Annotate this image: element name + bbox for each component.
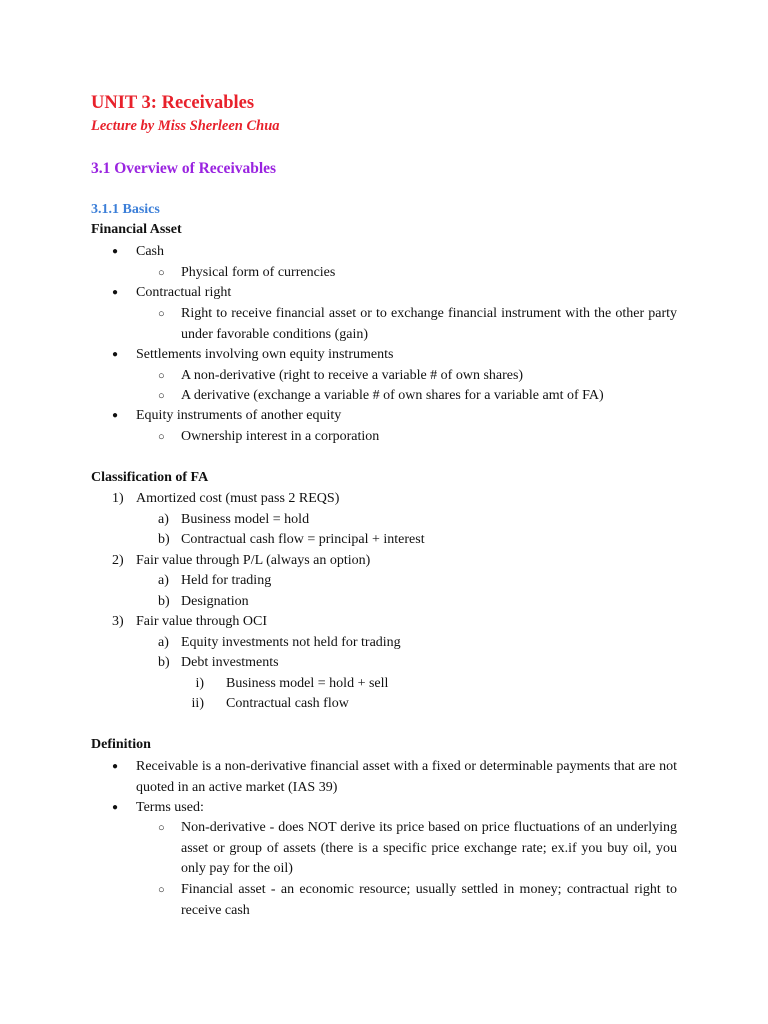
list-marker: a) <box>158 512 169 527</box>
fa-sub-settlements-1: A derivative (exchange a variable # of own shares for a variable amt of FA) <box>181 388 604 403</box>
bullet-marker: ● <box>112 287 119 298</box>
fa-sub-cash-0: Physical form of currencies <box>181 265 336 280</box>
bullet-marker: ● <box>112 761 119 772</box>
fa-item-settlements: Settlements involving own equity instruments <box>136 347 394 362</box>
unit-title: UNIT 3: Receivables <box>91 93 255 113</box>
fa-item-equity-instruments: Equity instruments of another equity <box>136 408 342 423</box>
definition-term-financial-asset: Financial asset - an economic resource; usually settled in money; contractual right to receive cash <box>181 882 677 918</box>
fa-sub-contractual-right-0: Right to receive financial asset or to exchange financial instrument with the other party under favorable conditions (gain) <box>181 306 677 342</box>
class-item-3: Fair value through OCI <box>136 614 268 629</box>
definition-term-non-derivative: Non-derivative - does NOT derive its price based on price fluctuations of an underlying asset or group of assets (there is a specific price exchange rate; ex.if you buy oil, you only pay for the oil) <box>181 820 677 876</box>
list-marker: 3) <box>112 614 124 629</box>
class-item-2-sub-b: Designation <box>181 594 249 609</box>
class-item-3-subsub-i: Business model = hold + sell <box>226 676 389 691</box>
fa-sub-settlements-0: A non-derivative (right to receive a variable # of own shares) <box>181 368 524 383</box>
list-marker: ii) <box>191 696 204 711</box>
circle-marker: ○ <box>158 370 165 382</box>
class-item-2: Fair value through P/L (always an option) <box>136 553 371 568</box>
definition-item-1: Terms used: <box>136 800 204 815</box>
list-marker: b) <box>158 532 170 547</box>
list-marker: 2) <box>112 553 124 568</box>
circle-marker: ○ <box>158 431 165 443</box>
circle-marker: ○ <box>158 390 165 402</box>
class-item-3-sub-a: Equity investments not held for trading <box>181 635 401 650</box>
list-marker: i) <box>195 676 204 691</box>
subsection-title: 3.1.1 Basics <box>91 202 160 217</box>
circle-marker: ○ <box>158 822 165 834</box>
bullet-marker: ● <box>112 246 119 257</box>
list-marker: a) <box>158 635 169 650</box>
definition-heading: Definition <box>91 737 151 752</box>
circle-marker: ○ <box>158 308 165 320</box>
class-item-1-sub-b: Contractual cash flow = principal + interest <box>181 532 425 547</box>
bullet-marker: ● <box>112 802 119 813</box>
bullet-marker: ● <box>112 349 119 360</box>
fa-sub-equity-instruments-0: Ownership interest in a corporation <box>181 429 380 444</box>
class-item-3-subsub-ii: Contractual cash flow <box>226 696 349 711</box>
class-item-1-sub-a: Business model = hold <box>181 512 310 527</box>
classification-heading: Classification of FA <box>91 470 209 485</box>
lecturer-line: Lecture by Miss Sherleen Chua <box>91 118 280 134</box>
list-marker: b) <box>158 594 170 609</box>
bullet-marker: ● <box>112 410 119 421</box>
class-item-1: Amortized cost (must pass 2 REQS) <box>136 491 340 506</box>
list-marker: b) <box>158 655 170 670</box>
fa-item-cash: Cash <box>136 244 164 259</box>
fa-item-contractual-right: Contractual right <box>136 285 232 300</box>
circle-marker: ○ <box>158 884 165 896</box>
definition-item-0: Receivable is a non-derivative financial asset with a fixed or determinable payments that are not quoted in an active market (IAS 39) <box>136 759 677 795</box>
circle-marker: ○ <box>158 267 165 279</box>
class-item-3-sub-b: Debt investments <box>181 655 279 670</box>
section-title: 3.1 Overview of Receivables <box>91 160 277 177</box>
list-marker: a) <box>158 573 169 588</box>
class-item-2-sub-a: Held for trading <box>181 573 272 588</box>
list-marker: 1) <box>112 491 124 506</box>
financial-asset-heading: Financial Asset <box>91 222 182 237</box>
